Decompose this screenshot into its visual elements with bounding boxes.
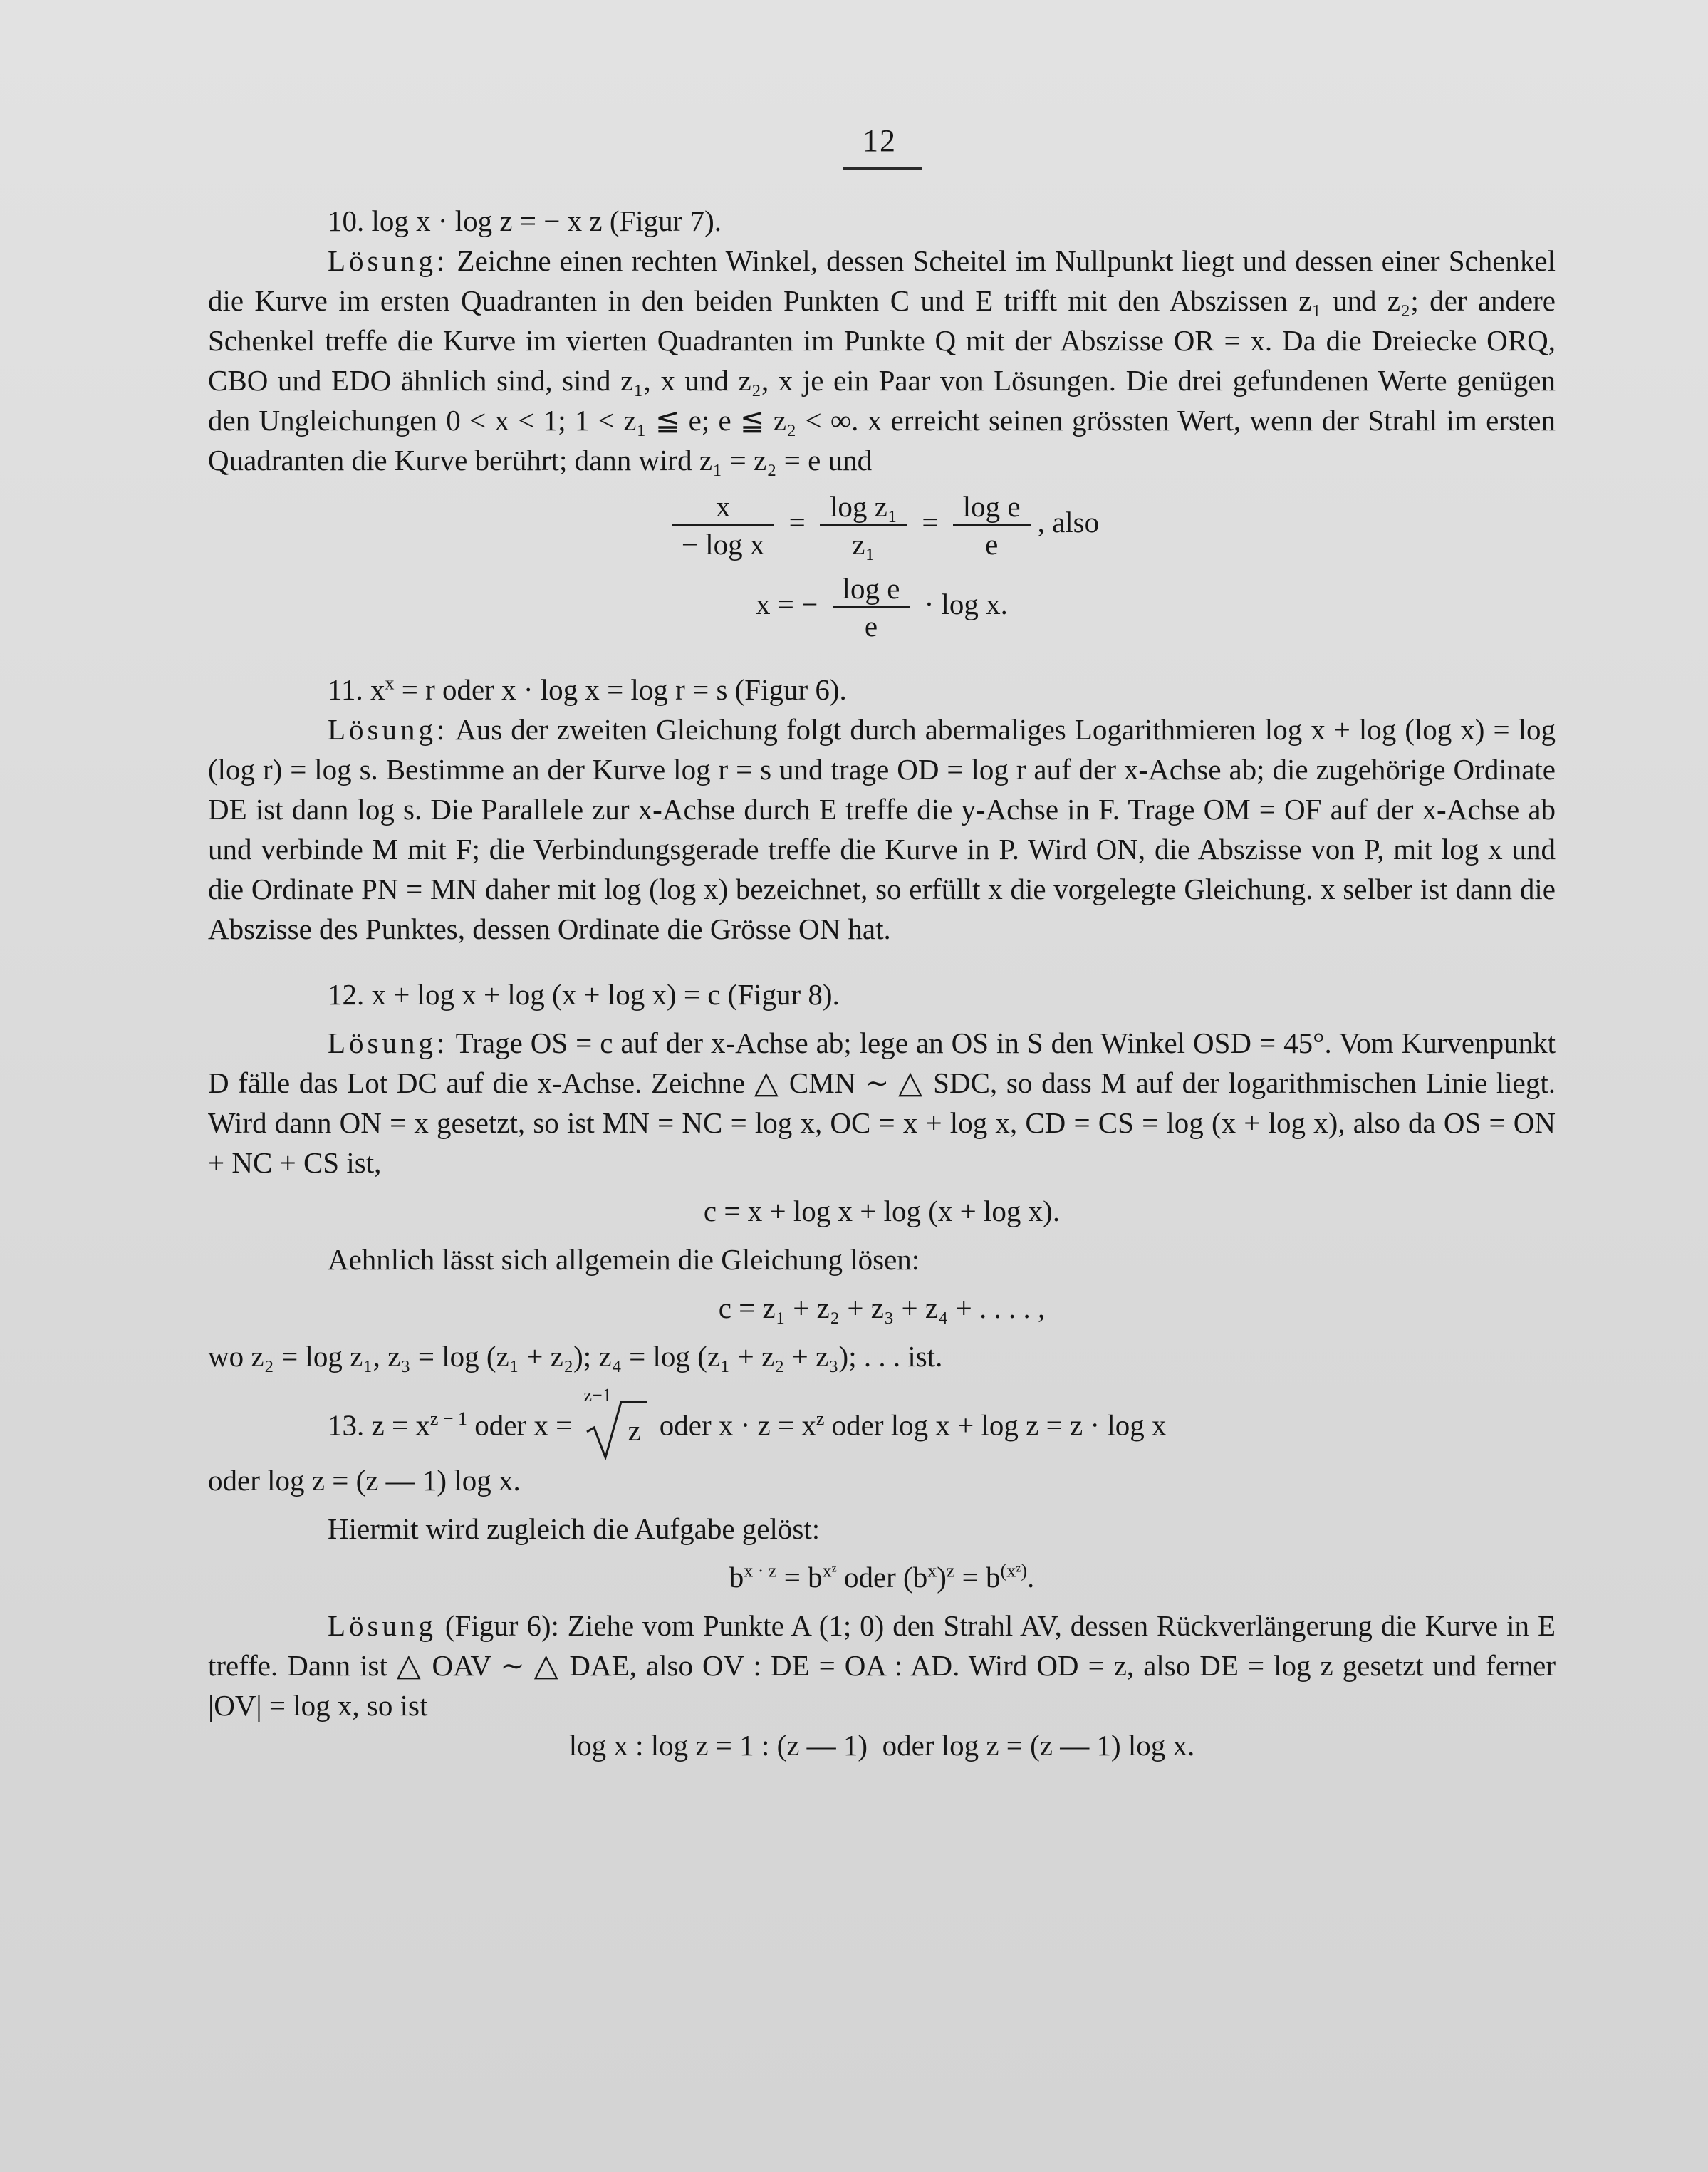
fraction-log-e-over-e: $\frac{\text{log e}}{e}$ — [953, 489, 1031, 562]
section-10-equation-1: $\frac{x}{\text{− log x}}$ = $\frac{\text{log z₁}}{\text{z₁}}$ = $\frac{\text{log e}}{e}$ , also — [208, 489, 1556, 562]
radical-root — [583, 1385, 648, 1460]
loesung-label: Lösung: — [328, 1027, 449, 1059]
section-12-equation-2: c = z₁ + z₂ + z₃ + z₄ + . . . . , — [718, 1292, 1046, 1324]
loesung-label: Lösung: — [328, 713, 449, 746]
page-body — [208, 201, 1556, 1765]
section-10-solution — [208, 241, 1556, 480]
root-index: z−1 — [583, 1385, 612, 1405]
section-13-solution: Lösung (Figur 6): Ziehe vom Punkte A (1; 0) den Strahl AV, dessen Rückverlängerung die Kurve in E treffe. Dann ist △ OAV ∼ △ DAE, also OV : DE = OA : AD. Wird OD = z, also DE = log z gesetzt und ferner |OV| = log x, so ist — [208, 1609, 1556, 1722]
section-12-solution: Lösung: Trage OS = c auf der x-Achse ab; lege an OS in S den Winkel OSD = 45°. Vom Kurvenpunkt D fälle das Lot DC auf die x-Achse. Zeichne △ CMN ∼ △ SDC, so dass M auf der logarithmischen Linie liegt. Wird dann ON = x gesetzt, so ist MN = NC = log x, OC = x + log x, CD = CS = log (x + log x), also da OS = ON + NC + CS ist, — [208, 1027, 1556, 1179]
fraction-log-e-over-e-2: $\frac{\text{log e}}{e}$ — [833, 571, 910, 644]
fraction-x-over-neg-log-x: $\frac{x}{\text{− log x}}$ — [672, 489, 775, 562]
section-11-text: Aus der zweiten Gleichung folgt durch abermaliges Logarithmieren log x + log (log x) = log (log r) = log s. Bestimme an der Kurve log r = s und trage OD = log r auf der x-Achse ab; die zugehörige Ordinate DE ist dann log s. Die Parallele zur x-Achse durch E treffe die y-Achse in F. Trage OM = OF auf der x-Achse ab und verbinde M mit F; die Verbindungsgerade treffe die Kurve in P. Wird ON, die Abszisse von P, mit log x und die Ordinate PN = MN daher mit log (log x) bezeichnet, so erfüllt x die vorgelegte Gleichung. x selber ist dann die Abszisse des Punktes, dessen Ordinate die Grösse ON hat. — [208, 713, 1556, 945]
section-13-hiermit: Hiermit wird zugleich die Aufgabe gelöst: — [328, 1512, 821, 1545]
section-12-wo-line: wo z₂ = log z₁, z₃ = log (z₁ + z₂); z₄ = log (z₁ + z₂ + z₃); . . . ist. — [208, 1340, 943, 1373]
triangle-symbol: △ — [754, 1065, 781, 1100]
fraction-log-z1-over-z1: $\frac{\text{log z₁}}{\text{z₁}}$ — [820, 489, 907, 562]
section-10-heading: 10. log x · log z = − x z (Figur 7). — [328, 204, 722, 237]
section-12-equation-1: c = x + log x + log (x + log x). — [703, 1195, 1061, 1227]
page-number-rule — [843, 167, 922, 170]
section-13-line-2: oder log z = (z — 1) log x. — [208, 1464, 521, 1497]
section-11-solution — [208, 710, 1556, 949]
section-13-final-equation: log x : log z = 1 : (z — 1) oder log z = (z — 1) log x. — [568, 1729, 1195, 1762]
triangle-symbol: △ — [396, 1648, 423, 1683]
section-13-heading: 13. $z = x^{z - 1}$ oder x = z−1 z oder $x \cdot z = x^z$ oder log x + log z = z · log x — [208, 1396, 1556, 1460]
section-11-heading: 11. $x^x = r$ oder x · log x = log r = s (Figur 6). — [328, 672, 847, 706]
loesung-label: Lösung — [328, 1609, 437, 1642]
section-10-equation-2: x = − $\frac{\text{log e}}{e}$ · log x. — [756, 572, 1008, 643]
section-12-heading: 12. x + log x + log (x + log x) = c (Figur 8). — [328, 978, 840, 1011]
section-10-text: Zeichne einen rechten Winkel, dessen Scheitel im Nullpunkt liegt und dessen einer Schenkel die Kurve im ersten Quadranten in den beiden Punkten C und E trifft mit den Abszissen z₁ und z₂; der andere Schenkel treffe die Kurve im vierten Quadranten im Punkte Q mit der Abszisse OR = x. Da die Dreiecke ORQ, CBO und EDO ähnlich sind, sind z₁, x und z₂, x je ein Paar von Lösungen. Die drei gefundenen Werte genügen den Ungleichungen 0 < x < 1; 1 < z₁ ≦ e; e ≦ z₂ < ∞. x erreicht seinen grössten Wert, wenn der Strahl im ersten Quadranten die Kurve berührt; dann wird z₁ = z₂ = e und — [208, 244, 1556, 477]
section-13-equation-1: $b^{x \cdot z} = b^{xᶻ}$ oder $(b^x)^z = b^{(xᶻ)}$. — [729, 1560, 1035, 1594]
triangle-symbol: △ — [533, 1648, 561, 1683]
triangle-symbol: △ — [898, 1065, 925, 1100]
page-number: 12 — [863, 123, 897, 158]
loesung-label: Lösung: — [328, 244, 449, 277]
section-12-aehnlich: Aehnlich lässt sich allgemein die Gleichung lösen: — [328, 1243, 920, 1276]
root-radicand: z — [628, 1414, 641, 1447]
